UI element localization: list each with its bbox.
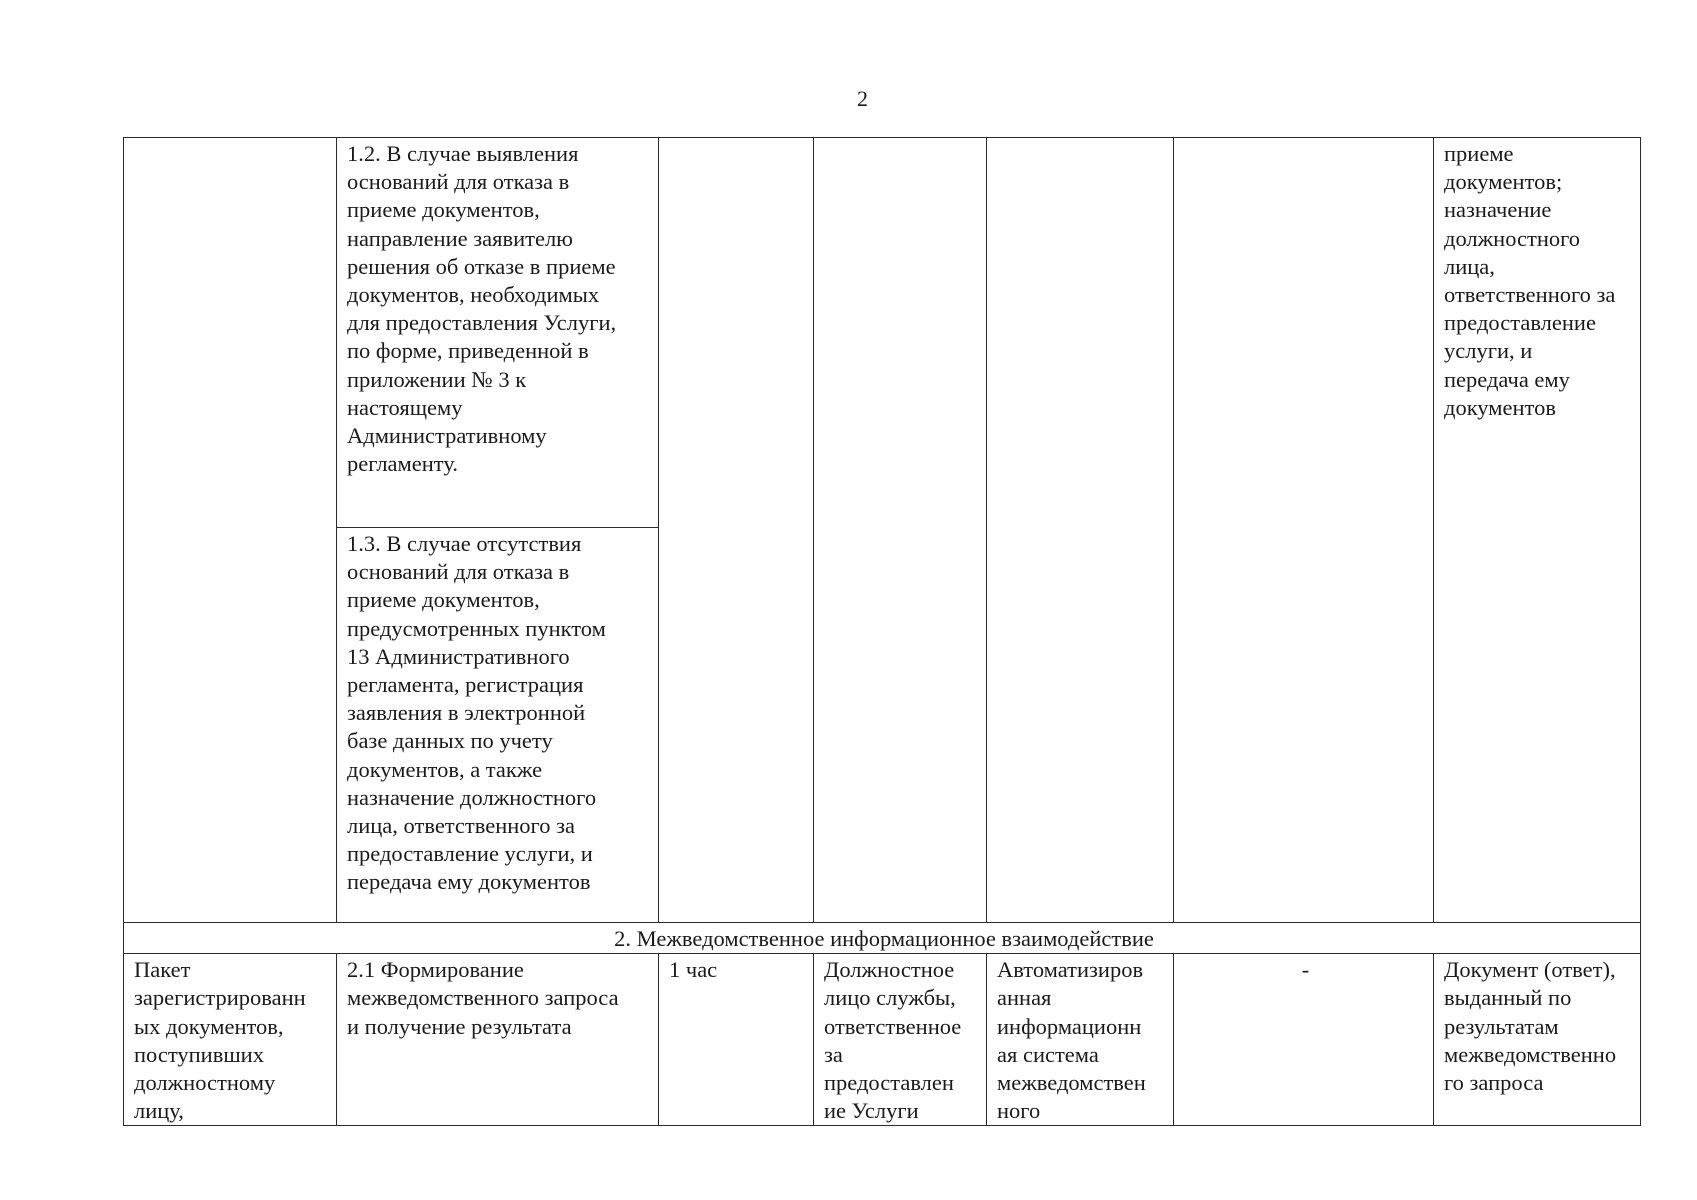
- responsible-cell: [814, 954, 987, 1126]
- place-cell-empty: [987, 138, 1174, 923]
- basis-cell: [124, 954, 337, 1126]
- place-text: Автоматизиров анная информационн ая система межведомствен ного: [997, 957, 1146, 1124]
- responsible-cell-empty: [814, 138, 987, 923]
- result-cell: [1434, 138, 1641, 923]
- place-cell: [987, 954, 1174, 1126]
- basis-text: Пакет зарегистрированн ых документов, поступивших должностному лицу,: [134, 957, 306, 1124]
- result-text: приеме документов; назначение должностного лица, ответственного за предоставление услуги, и передача ему документов: [1444, 141, 1616, 420]
- duration-cell: [659, 954, 814, 1126]
- action-text: 2.1 Формирование межведомственного запроса и получение результата: [347, 957, 619, 1039]
- action-cell: [337, 954, 659, 1126]
- responsible-text: Должностное лицо службы, ответственное за предоставлен ие Услуги: [824, 957, 962, 1124]
- page-number: 2: [857, 86, 868, 111]
- basis-cell-empty: [124, 138, 337, 923]
- step-1-2-cell: [337, 138, 659, 528]
- criteria-cell-empty: [1174, 138, 1434, 923]
- table-row: [124, 138, 1641, 528]
- section-2-result-cell: [1434, 954, 1641, 1126]
- section-header-row: [124, 923, 1641, 954]
- step-1-3-text: 1.3. В случае отсутствия оснований для отказа в приеме документов, предусмотренных пунктом 13 Административного регламента, регистрация заявления в электронной базе данных по учету документов, а также назначение должностного лица, ответственного за предоставление услуги, и передача ему документов: [347, 531, 606, 895]
- step-1-2-text: 1.2. В случае выявления оснований для отказа в приеме документов, направление заявителю решения об отказе в приеме документов, необходимых для предоставления Услуги, по форме, приведенной в приложении № 3 к настоящему Административному регламенту.: [347, 141, 617, 477]
- table-row: [124, 954, 1641, 1126]
- criteria-cell: [1174, 954, 1434, 1126]
- duration-text: 1 час: [669, 957, 718, 983]
- procedure-table: [123, 137, 1641, 1126]
- step-1-3-cell: [337, 528, 659, 923]
- criteria-text: -: [1301, 957, 1310, 983]
- section-2-title: 2. Межведомственное информационное взаимодействие: [124, 923, 1641, 954]
- section-2-result-text: Документ (ответ), выданный по результатам межведомственно го запроса: [1444, 957, 1617, 1096]
- duration-cell-empty: [659, 138, 814, 923]
